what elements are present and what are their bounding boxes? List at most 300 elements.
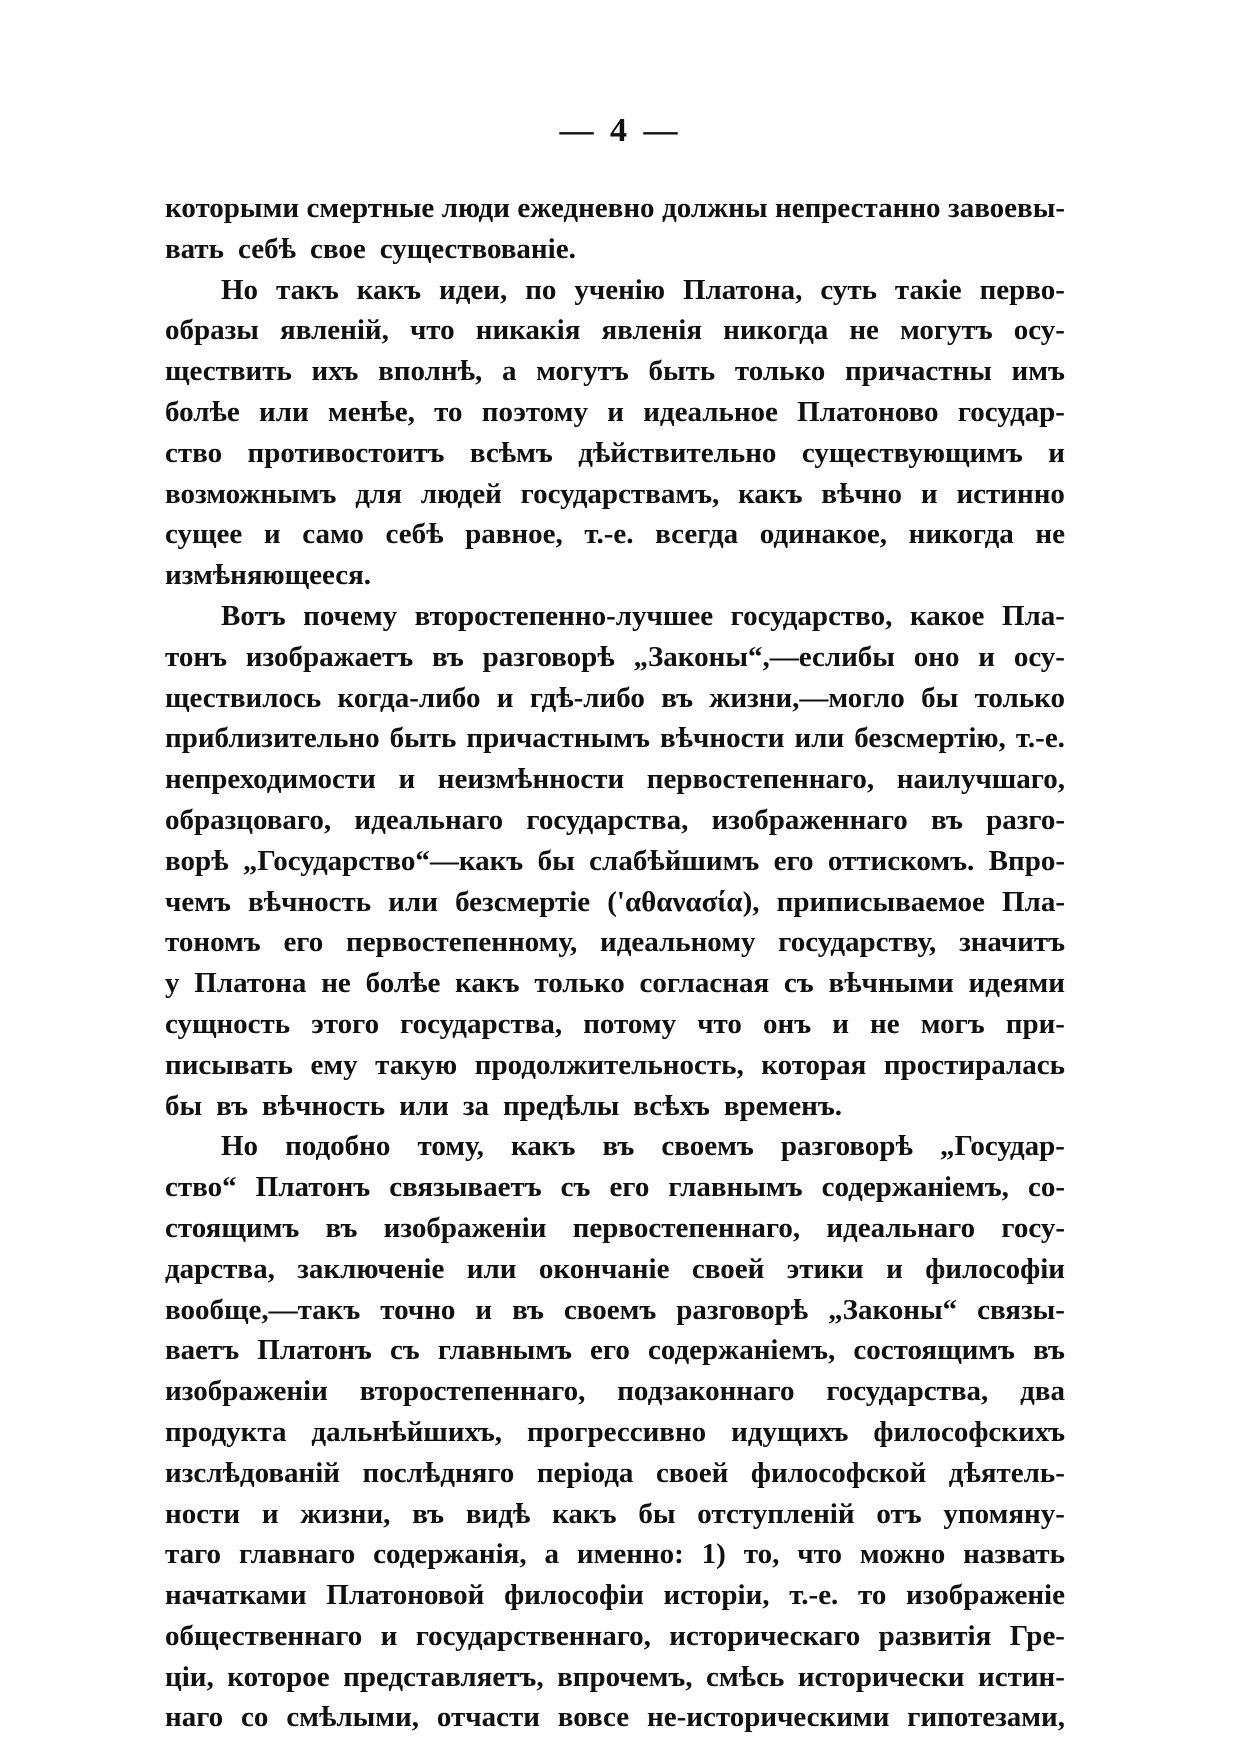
word: государство, — [730, 599, 893, 632]
word: Вотъ — [221, 599, 286, 632]
text-line — [165, 1494, 1065, 1535]
page-number: — 4 — — [559, 112, 682, 149]
word: вовсе — [557, 1701, 630, 1734]
word: его — [773, 844, 814, 877]
word: съ — [560, 1171, 591, 1204]
text-line — [165, 1290, 1065, 1331]
word: себѣ — [385, 518, 444, 551]
text-line — [165, 555, 1065, 596]
word: представляетъ, — [343, 1660, 544, 1693]
word: такую — [375, 1048, 458, 1081]
word: общественнаго — [165, 1619, 363, 1652]
word: и — [261, 1497, 279, 1530]
word: дѣйствительно — [578, 436, 777, 469]
word: никогда — [908, 518, 1014, 551]
word: начатками — [165, 1579, 307, 1612]
word: въ — [216, 1089, 249, 1122]
text-line — [165, 1086, 1065, 1127]
word: ство“ — [165, 1171, 237, 1204]
word: поэтому — [481, 395, 588, 428]
word: развитія — [878, 1619, 992, 1652]
word: Пла- — [1002, 885, 1065, 918]
word: назвать — [963, 1538, 1065, 1571]
word: разговорѣ — [676, 1293, 809, 1326]
word: государственнаго, — [415, 1619, 651, 1652]
word: содержаніемъ, — [821, 1171, 1009, 1204]
word: наилучшаго, — [896, 763, 1065, 796]
word: то, — [743, 1538, 780, 1571]
word: образы — [165, 314, 259, 347]
word: второстепеннаго, — [359, 1375, 586, 1408]
word: смѣлыми, — [286, 1701, 419, 1734]
text-line — [165, 474, 1065, 515]
word: продукта — [165, 1415, 287, 1448]
word: государства, — [526, 803, 689, 836]
word: и — [886, 1252, 903, 1285]
word: бы — [638, 1497, 676, 1530]
word: бы — [921, 681, 959, 714]
word: которое — [227, 1660, 330, 1693]
word: именно: — [576, 1538, 684, 1571]
word: непреходимости — [165, 763, 376, 796]
word: сущее — [165, 518, 243, 551]
word: значитъ — [959, 926, 1065, 959]
word: само — [302, 518, 364, 551]
text-line — [165, 1045, 1065, 1086]
word: изображаетъ — [245, 640, 414, 673]
text-line — [165, 1412, 1065, 1453]
word: временъ. — [723, 1089, 843, 1122]
word: завоевы- — [948, 192, 1065, 224]
word: своей — [655, 1456, 729, 1489]
word: могутъ — [536, 355, 629, 388]
word: состоящимъ — [853, 1334, 1015, 1367]
word: осу- — [1013, 640, 1065, 673]
word: и — [475, 1293, 493, 1326]
word: не — [849, 314, 879, 347]
word: своемъ — [563, 1293, 657, 1326]
word: изслѣдованій — [165, 1456, 340, 1489]
word: дарства, — [165, 1252, 275, 1285]
word: ществить — [165, 355, 292, 388]
word: „Государ- — [939, 1130, 1065, 1163]
word: Впро- — [988, 844, 1065, 877]
text-line — [165, 514, 1065, 555]
word: т.-е. — [584, 518, 634, 551]
text-line — [165, 1167, 1065, 1208]
word: идущихъ — [731, 1415, 849, 1448]
text-line — [165, 229, 1065, 270]
word: гдѣ-либо — [529, 681, 645, 714]
word: вать — [165, 232, 224, 265]
word: осу- — [1013, 314, 1065, 347]
word: Гре- — [1009, 1619, 1065, 1652]
word: со- — [1027, 1171, 1065, 1204]
word: за — [462, 1089, 489, 1122]
word: съ — [389, 1334, 420, 1367]
word: „Законы“,—еслибы — [633, 640, 895, 673]
word: Пла- — [1001, 599, 1065, 632]
word: по — [525, 273, 557, 306]
word: вполнѣ, — [378, 355, 483, 388]
word: Но — [221, 273, 259, 306]
word: окончаніе — [538, 1252, 670, 1285]
word: и — [607, 395, 624, 428]
word: главнаго — [238, 1538, 356, 1571]
word: только — [734, 355, 826, 388]
word: сущность — [165, 1007, 291, 1040]
word: которыми — [165, 192, 300, 224]
word: согласная — [639, 967, 770, 1000]
word: которая — [761, 1048, 867, 1081]
word: измѣняющееся. — [165, 559, 372, 592]
word: что — [697, 1007, 742, 1040]
word: и — [398, 763, 416, 796]
word: какое — [909, 599, 985, 632]
word: какъ — [356, 273, 422, 306]
word: съ — [783, 967, 814, 1000]
word: послѣдняго — [362, 1456, 515, 1489]
word: не — [870, 1007, 900, 1040]
word: въ — [1033, 1334, 1065, 1367]
word: возможнымъ — [165, 477, 337, 510]
word: т.-е. — [1015, 722, 1065, 755]
text-line — [165, 678, 1065, 719]
word: какъ — [738, 477, 803, 510]
word: „Государство“—какъ — [242, 844, 524, 877]
word: философскихъ — [873, 1415, 1065, 1448]
word: государства, — [400, 1007, 563, 1040]
word: вѣчность — [262, 1089, 386, 1122]
word: этого — [311, 1007, 380, 1040]
word: оно — [913, 640, 960, 673]
word: когда-либо — [337, 681, 481, 714]
word: непрестанно — [775, 192, 941, 224]
word: ученію — [574, 273, 666, 306]
text-line — [165, 963, 1065, 1004]
word: всѣхъ — [633, 1089, 710, 1122]
word: 1) — [701, 1538, 726, 1571]
word: онъ — [763, 1007, 812, 1040]
word: Платона, — [682, 273, 803, 306]
word: гипотезами, — [907, 1701, 1065, 1734]
word: содержанія, — [373, 1538, 527, 1571]
word: существованіе. — [379, 232, 576, 265]
text-line — [165, 1657, 1065, 1698]
word: или — [399, 1089, 449, 1122]
text-line — [165, 433, 1065, 474]
word: отъ — [876, 1497, 922, 1530]
word: всегда — [655, 518, 739, 551]
word: первостепенному, — [346, 926, 578, 959]
word: противостоитъ — [247, 436, 445, 469]
word: отступленій — [697, 1497, 855, 1530]
word: идеи, — [439, 273, 508, 306]
word: потому — [583, 1007, 677, 1040]
word: разговорѣ — [482, 640, 615, 673]
word: въ — [661, 681, 694, 714]
word: связы- — [977, 1293, 1065, 1326]
word: быть — [648, 355, 716, 388]
word: неизмѣнности — [437, 763, 625, 796]
word: въ — [602, 1130, 635, 1163]
word: приблизительно — [165, 722, 380, 755]
word: люди — [441, 192, 510, 224]
word: не-историческими — [647, 1701, 890, 1734]
word: въ — [325, 1211, 358, 1244]
text-line — [165, 270, 1065, 311]
word: почему — [303, 599, 398, 632]
word: ціи, — [165, 1660, 214, 1693]
word: упомяну- — [943, 1497, 1065, 1530]
word: изображеніи — [165, 1375, 328, 1408]
word: и — [263, 518, 281, 551]
word: главнымъ — [437, 1334, 572, 1367]
text-line — [165, 1004, 1065, 1045]
word: видѣ — [465, 1497, 531, 1530]
word: въ — [431, 640, 464, 673]
word: идеями — [968, 967, 1065, 1000]
word: безсмертію, — [854, 722, 1006, 755]
word: Платонъ — [257, 1334, 372, 1367]
word: философіи — [925, 1252, 1065, 1285]
word: въ — [412, 1497, 445, 1530]
word: ихъ — [311, 355, 359, 388]
word: Платонъ — [255, 1171, 371, 1204]
word: ществилось — [165, 681, 322, 714]
word: исторіи, — [663, 1579, 770, 1612]
text-line — [165, 841, 1065, 882]
word: продолжительность, — [474, 1048, 744, 1081]
word: бы — [537, 844, 575, 877]
word: быть — [389, 722, 457, 755]
text-line — [165, 922, 1065, 963]
word: идеальному — [599, 926, 756, 959]
word: всѣмъ — [469, 436, 553, 469]
word: что — [797, 1538, 842, 1571]
word: и — [920, 477, 938, 510]
body-text — [165, 188, 1065, 1738]
word: вообще,—такъ — [165, 1293, 361, 1326]
word: государствамъ, — [520, 477, 720, 510]
word: впрочемъ, — [557, 1660, 693, 1693]
word: писывать — [165, 1048, 293, 1081]
word: заключеніе — [297, 1252, 445, 1285]
text-line — [165, 1371, 1065, 1412]
word: для — [355, 477, 402, 510]
word: равное, — [465, 518, 563, 551]
word: то — [434, 395, 463, 428]
word: истинно — [956, 477, 1065, 510]
word: оттискомъ. — [827, 844, 975, 877]
text-line — [165, 1453, 1065, 1494]
word: стоящимъ — [165, 1211, 300, 1244]
word: а — [544, 1538, 559, 1571]
word: такъ — [276, 273, 339, 306]
word: ему — [310, 1048, 358, 1081]
word: идеальнаго — [826, 1211, 976, 1244]
word: главнымъ — [668, 1171, 803, 1204]
text-line — [165, 1534, 1065, 1575]
word: связываетъ — [389, 1171, 542, 1204]
word: должны — [662, 192, 768, 224]
word: отчасти — [436, 1701, 540, 1734]
word: второстепенно-лучшее — [414, 599, 714, 632]
word: или — [388, 885, 438, 918]
word: подобно — [285, 1130, 391, 1163]
text-line — [165, 392, 1065, 433]
word: историческаго — [669, 1619, 861, 1652]
word: со — [241, 1701, 269, 1734]
word: разговорѣ — [780, 1130, 913, 1163]
word: „Законы“ — [828, 1293, 958, 1326]
word: госу- — [1001, 1211, 1065, 1244]
word: себѣ — [238, 232, 296, 265]
word: и — [380, 1619, 398, 1652]
word: у — [165, 967, 180, 1000]
word: или — [466, 1252, 517, 1285]
word: государ- — [957, 395, 1065, 428]
word: его — [590, 1334, 630, 1367]
text-line — [165, 596, 1065, 637]
word: не — [1035, 518, 1065, 551]
text-line — [165, 310, 1065, 351]
word: вѣчными — [828, 967, 954, 1000]
word: такіе — [894, 273, 962, 306]
word: своей — [691, 1252, 765, 1285]
word: жизни,—могло — [709, 681, 905, 714]
word: какъ — [455, 967, 520, 1000]
word: безсмертіе — [455, 885, 591, 918]
word: могутъ — [900, 314, 993, 347]
word: болѣе — [365, 967, 441, 1000]
word: ство — [165, 436, 223, 469]
word: жизни, — [300, 1497, 391, 1530]
word: государства, — [826, 1375, 989, 1408]
word: явленій, — [280, 314, 389, 347]
word: никогда — [723, 314, 829, 347]
word: дальнѣйшихъ, — [311, 1415, 503, 1448]
text-line — [165, 637, 1065, 678]
word: ('αθανασία), — [607, 885, 760, 918]
word: этики — [786, 1252, 864, 1285]
word: какъ — [510, 1130, 576, 1163]
word: содержаніемъ, — [647, 1334, 836, 1367]
word: бы — [165, 1089, 203, 1122]
word: менѣе, — [328, 395, 415, 428]
word: существующимъ — [801, 436, 1023, 469]
word: суть — [820, 273, 877, 306]
word: а — [501, 355, 517, 388]
text-line — [165, 351, 1065, 392]
word: прогрессивно — [526, 1415, 707, 1448]
word: подзаконнаго — [617, 1375, 795, 1408]
word: никакія — [475, 314, 581, 347]
word: имъ — [1011, 355, 1065, 388]
word: только — [534, 967, 625, 1000]
word: философіи — [504, 1579, 644, 1612]
text-line — [165, 1126, 1065, 1167]
word: таго — [165, 1538, 222, 1571]
word: исторически — [797, 1660, 965, 1693]
word: Платона — [194, 967, 307, 1000]
word: Но — [221, 1130, 259, 1163]
word: смертные — [306, 192, 435, 224]
word: ваетъ — [165, 1334, 240, 1367]
word: простиралась — [883, 1048, 1065, 1081]
text-line — [165, 759, 1065, 800]
word: въ — [931, 803, 963, 836]
word: слабѣйшимъ — [589, 844, 760, 877]
word: первостепеннаго, — [572, 1211, 801, 1244]
word: періода — [536, 1456, 634, 1489]
word: государству, — [778, 926, 937, 959]
word: чемъ — [165, 885, 231, 918]
text-line — [165, 188, 1065, 229]
word: тому, — [417, 1130, 484, 1163]
text-line — [165, 1208, 1065, 1249]
word: явленія — [601, 314, 703, 347]
word: изображеніе — [906, 1579, 1065, 1612]
word: Платоново — [797, 395, 939, 428]
word: причастнымъ — [466, 722, 650, 755]
word: какъ — [552, 1497, 617, 1530]
word: что — [409, 314, 455, 347]
word: ежедневно — [517, 192, 655, 224]
word: ворѣ — [165, 844, 229, 877]
text-line — [165, 1616, 1065, 1657]
word: и — [832, 1007, 849, 1040]
word: дѣятель- — [948, 1456, 1065, 1489]
text-line — [165, 718, 1065, 759]
text-line — [165, 800, 1065, 841]
word: точно — [380, 1293, 456, 1326]
word: не — [321, 967, 351, 1000]
word: его — [609, 1171, 650, 1204]
text-line — [165, 1330, 1065, 1371]
word: т.-е. — [789, 1579, 839, 1612]
word: философской — [750, 1456, 927, 1489]
text-line — [165, 1697, 1065, 1738]
word: истин- — [978, 1660, 1065, 1693]
word: и — [496, 681, 514, 714]
word: идеальное — [643, 395, 778, 428]
text-line — [165, 1249, 1065, 1290]
word: изображеніи — [383, 1211, 547, 1244]
word: приписываемое — [776, 885, 985, 918]
word: свое — [310, 232, 366, 265]
text-line — [165, 882, 1065, 923]
word: въ — [512, 1293, 544, 1326]
word: и — [1048, 436, 1065, 469]
word: ности — [165, 1497, 241, 1530]
word: при- — [1005, 1007, 1065, 1040]
word: вѣчно — [821, 477, 903, 510]
word: болѣе — [165, 395, 240, 428]
word: можно — [859, 1538, 946, 1571]
word: первостепеннаго, — [646, 763, 875, 796]
word: и — [978, 640, 995, 673]
word: разго- — [986, 803, 1065, 836]
word: тономъ — [165, 926, 261, 959]
word: вѣчности — [659, 722, 785, 755]
word: Платоновой — [326, 1579, 485, 1612]
word: его — [283, 926, 324, 959]
word: образцоваго, — [165, 803, 332, 836]
word: наго — [165, 1701, 224, 1734]
word: изображеннаго — [711, 803, 908, 836]
word: только — [974, 681, 1065, 714]
